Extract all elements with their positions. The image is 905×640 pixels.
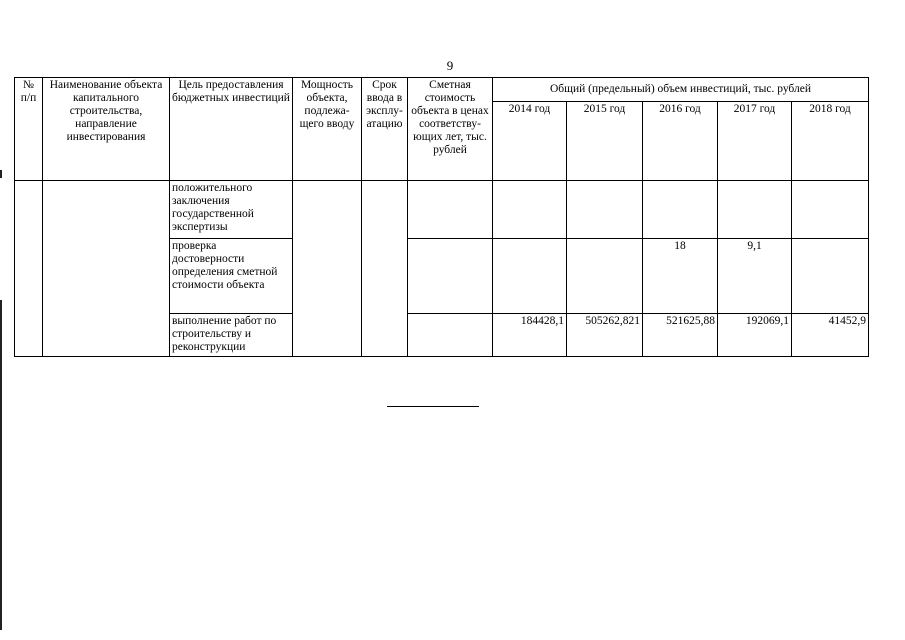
cell-value bbox=[567, 239, 643, 314]
header-term: Срок ввода в эксплу-атацию bbox=[362, 78, 408, 181]
cell-value bbox=[493, 239, 567, 314]
cell-term bbox=[362, 181, 408, 357]
cell-value bbox=[567, 181, 643, 239]
header-total-volume: Общий (предельный) объем инвестиций, тыс. рублей bbox=[493, 78, 869, 102]
cell-capacity bbox=[293, 181, 362, 357]
table-row bbox=[15, 181, 869, 239]
footer-divider bbox=[387, 406, 479, 407]
cell-value bbox=[643, 181, 718, 239]
cell-num bbox=[15, 181, 43, 357]
cell-purpose: проверка достоверности определения сметной стоимости объекта bbox=[170, 239, 293, 314]
scan-edge-mark bbox=[0, 300, 2, 630]
cell-value bbox=[792, 181, 869, 239]
header-num: № п/п bbox=[15, 78, 43, 181]
cell-value: 192069,1 bbox=[718, 314, 792, 357]
cell-value: 521625,88 bbox=[643, 314, 718, 357]
cell-cost bbox=[408, 314, 493, 357]
cell-value: 505262,821 bbox=[567, 314, 643, 357]
cell-value bbox=[718, 181, 792, 239]
cell-name bbox=[43, 181, 170, 357]
header-year: 2016 год bbox=[643, 102, 718, 181]
investment-table bbox=[14, 77, 869, 357]
scan-edge-mark bbox=[0, 170, 2, 178]
cell-value: 18 bbox=[643, 239, 718, 314]
cell-cost bbox=[408, 181, 493, 239]
cell-value: 9,1 bbox=[718, 239, 792, 314]
cell-purpose: выполнение работ по строительству и реконструкции bbox=[170, 314, 293, 357]
cell-value bbox=[493, 181, 567, 239]
cell-value: 184428,1 bbox=[493, 314, 567, 357]
header-year: 2017 год bbox=[718, 102, 792, 181]
header-name: Наименование объекта капитального строительства, направление инвестирования bbox=[43, 78, 170, 181]
cell-cost bbox=[408, 239, 493, 314]
header-year: 2015 год bbox=[567, 102, 643, 181]
cell-value: 41452,9 bbox=[792, 314, 869, 357]
page-number: 9 bbox=[446, 58, 454, 73]
header-year: 2014 год bbox=[493, 102, 567, 181]
cell-value bbox=[792, 239, 869, 314]
header-year: 2018 год bbox=[792, 102, 869, 181]
header-capacity: Мощность объекта, подлежа-щего вводу bbox=[293, 78, 362, 181]
cell-purpose: положительного заключения государственной экспертизы bbox=[170, 181, 293, 239]
header-cost: Сметная стоимость объекта в ценах соответству-ющих лет, тыс. рублей bbox=[408, 78, 493, 181]
header-purpose: Цель предоставления бюджетных инвестиций bbox=[170, 78, 293, 181]
